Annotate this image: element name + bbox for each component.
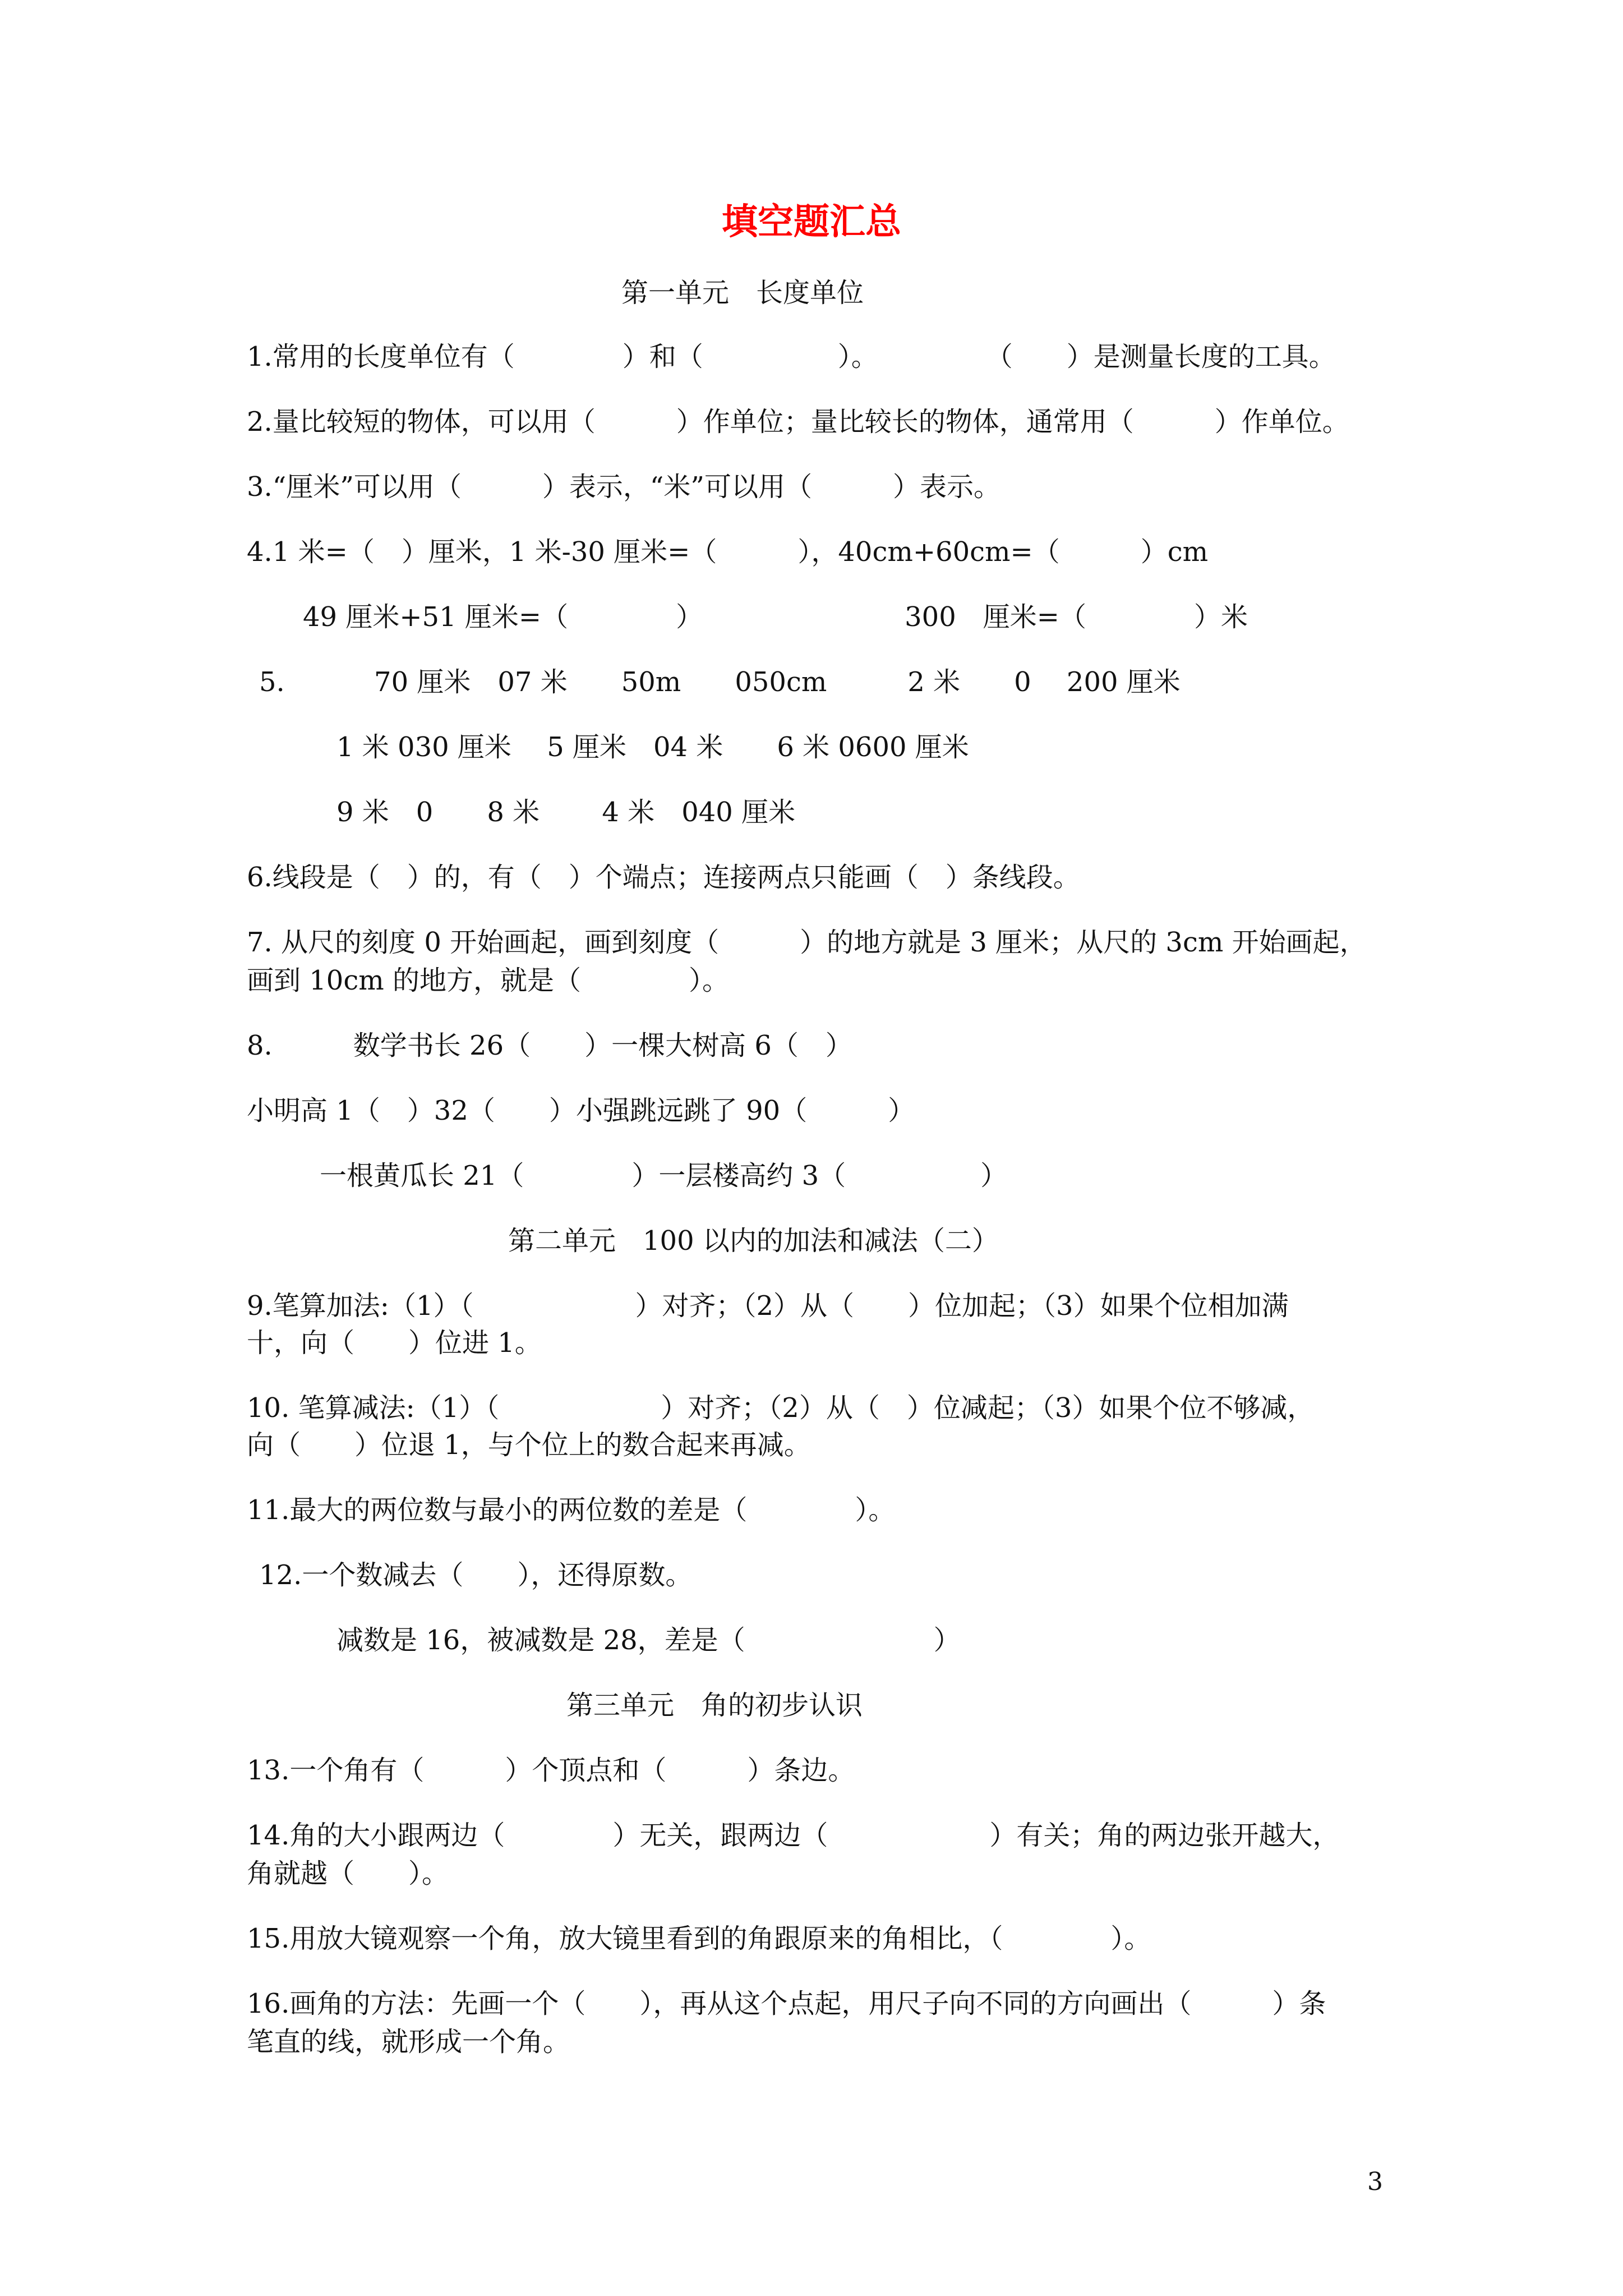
unit2-heading: 第二单元 100 以内的加法和减法（二） [508,1225,999,1257]
question-5-line-1: 5. 70 厘米 07 米 50m 050cm 2 米 0 200 厘米 [259,666,1181,698]
unit3-heading: 第三单元 角的初步认识 [566,1690,863,1721]
question-8-line-2: 小明高 1（ ）32（ ）小强跳远跳了 90（ ） [247,1095,915,1126]
question-4-line-1: 4.1 米=（ ）厘米，1 米-30 厘米=（ ），40cm+60cm=（ ）cm [247,536,1209,568]
question-16-line-2: 笔直的线，就形成一个角。 [247,2026,570,2058]
question-15: 15.用放大镜观察一个角，放大镜里看到的角跟原来的角相比，（ ）。 [247,1923,1151,1954]
question-7-line-2: 画到 10cm 的地方，就是（ ）。 [247,965,729,996]
question-7-line-1: 7. 从尺的刻度 0 开始画起，画到刻度（ ）的地方就是 3 厘米；从尺的 3cm 开始画起， [247,927,1367,958]
question-13: 13.一个角有（ ）个顶点和（ ）条边。 [247,1755,855,1786]
question-9-line-2: 十，向（ ）位进 1。 [247,1327,542,1359]
unit1-heading: 第一单元 长度单位 [621,277,864,309]
question-14-line-2: 角就越（ ）。 [247,1858,449,1889]
question-8-line-1: 8. 数学书长 26（ ）一棵大树高 6（ ） [247,1030,852,1061]
question-4-line-2: 49 厘米+51 厘米=（ ） 300 厘米=（ ）米 [303,601,1248,633]
question-1: 1.常用的长度单位有（ ）和（ ）。 （ ）是测量长度的工具。 [247,341,1336,372]
question-6: 6.线段是（ ）的，有（ ）个端点；连接两点只能画（ ）条线段。 [247,862,1080,893]
question-10-line-2: 向（ ）位退 1，与个位上的数合起来再减。 [247,1429,811,1461]
question-2: 2.量比较短的物体，可以用（ ）作单位；量比较长的物体，通常用（ ）作单位。 [247,406,1349,438]
question-8-line-3: 一根黄瓜长 21（ ）一层楼高约 3（ ） [320,1160,1008,1191]
question-3: 3.“厘米”可以用（ ）表示，“米”可以用（ ）表示。 [247,471,1000,503]
question-5-line-2: 1 米 030 厘米 5 厘米 04 米 6 米 0600 厘米 [336,731,969,763]
question-11: 11.最大的两位数与最小的两位数的差是（ ）。 [247,1494,896,1526]
page-title: 填空题汇总 [722,201,901,243]
question-14-line-1: 14.角的大小跟两边（ ）无关，跟两边（ ）有关；角的两边张开越大， [247,1820,1340,1851]
question-10-line-1: 10. 笔算减法:（1）（ ）对齐；（2）从（ ）位减起；（3）如果个位不够减， [247,1392,1315,1424]
question-5-line-3: 9 米 0 8 米 4 米 040 厘米 [336,797,796,828]
question-12-line-1: 12.一个数减去（ ），还得原数。 [259,1559,693,1591]
page-number: 3 [1367,2168,1383,2196]
question-9-line-1: 9.笔算加法:（1）（ ）对齐；（2）从（ ）位加起；（3）如果个位相加满 [247,1290,1289,1322]
question-16-line-1: 16.画角的方法：先画一个（ ），再从这个点起，用尺子向不同的方向画出（ ）条 [247,1988,1326,2019]
question-12-line-2: 减数是 16，被减数是 28，差是（ ） [336,1625,961,1656]
